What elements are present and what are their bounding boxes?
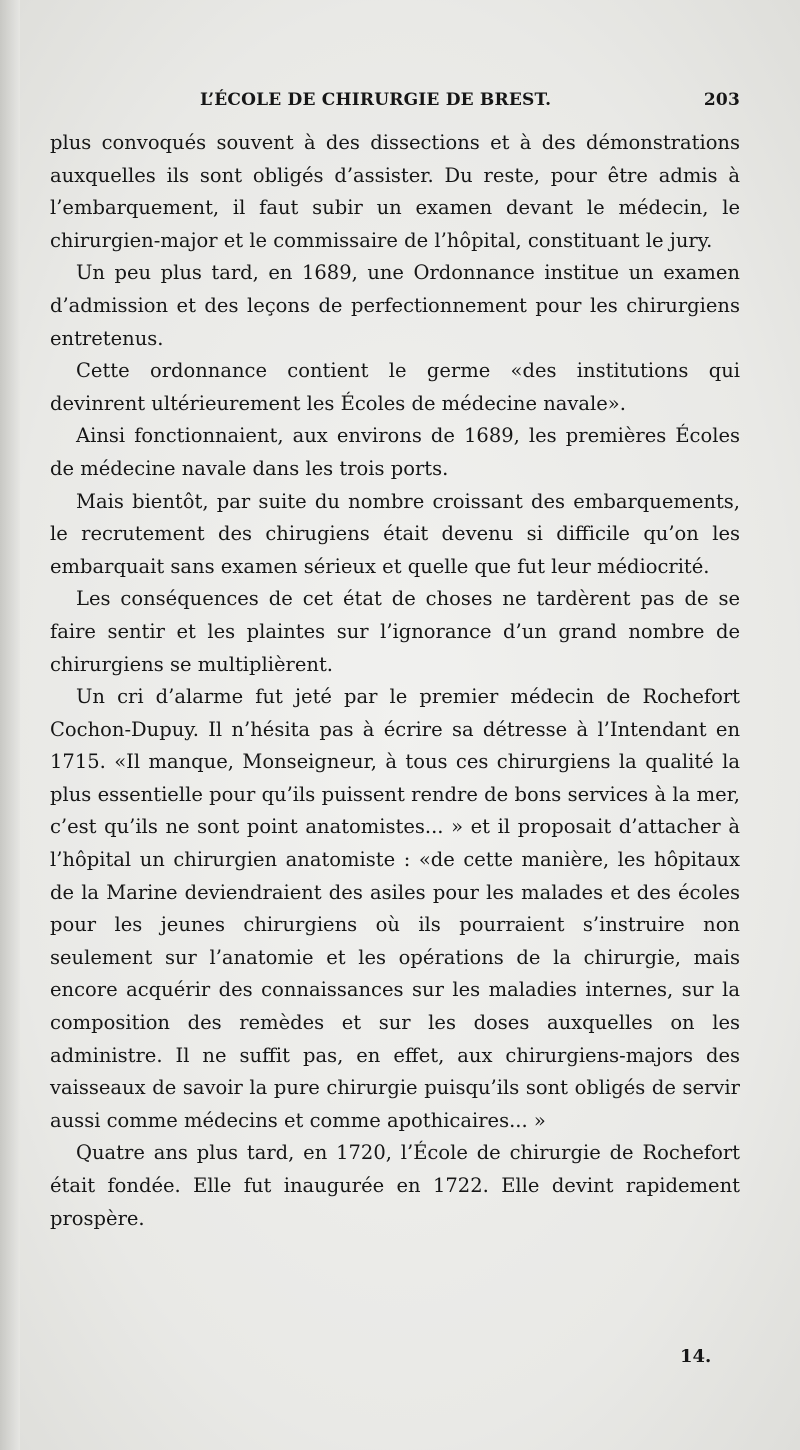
paragraph: Mais bientôt, par suite du nombre croissant des embarquements, le recrutement des chirugiens était devenu si difficile qu’on les embarquait sans examen sérieux et quelle que fut leur médiocrité. (50, 489, 740, 578)
paragraph: Cette ordonnance contient le germe «des institutions qui devinrent ultérieurement les Écoles de médecine navale». (50, 359, 740, 415)
paragraph: plus convoqués souvent à des dissections et à des démonstrations auxquelles ils sont obligés d’assister. Du reste, pour être admis à l’embarquement, il faut subir un examen devant le médecin, le chirurgien-major et le commissaire de l’hôpital, constituant le jury. (50, 131, 740, 252)
paragraph: Les conséquences de cet état de choses ne tardèrent pas de se faire sentir et les plaintes sur l’ignorance d’un grand nombre de chirurgiens se multiplièrent. (50, 587, 740, 676)
signature-mark: 14. (680, 1346, 712, 1367)
running-title: L’ÉCOLE DE CHIRURGIE DE BREST. (200, 90, 552, 110)
paragraph: Ainsi fonctionnaient, aux environs de 1689, les premières Écoles de médecine navale dans les trois ports. (50, 424, 740, 480)
body-text (50, 127, 740, 1235)
page-header (200, 90, 740, 120)
page-binding-edge (0, 0, 20, 1450)
paragraph: Un peu plus tard, en 1689, une Ordonnance institue un examen d’admission et des leçons de perfectionnement pour les chirurgiens entretenus. (50, 261, 740, 350)
paragraph: Quatre ans plus tard, en 1720, l’École de chirurgie de Rochefort était fondée. Elle fut inaugurée en 1722. Elle devint rapidement prospère. (50, 1141, 740, 1230)
paragraph: Un cri d’alarme fut jeté par le premier médecin de Rochefort Cochon-Dupuy. Il n’hésita pas à écrire sa détresse à l’Intendant en 1715. «Il manque, Monseigneur, à tous ces chirurgiens la qualité la plus essentielle pour qu’ils puissent rendre de bons services à la mer, c’est qu’ils ne sont point anatomistes... » et il proposait d’attacher à l’hôpital un chirurgien anatomiste : «de cette manière, les hôpitaux de la Marine deviendraient des asiles pour les malades et des écoles pour les jeunes chirurgiens où ils pourraient s’instruire non seulement sur l’anatomie et les opérations de la chirurgie, mais encore acquérir des connaissances sur les maladies internes, sur la composition des remèdes et sur les doses auxquelles on les administre. Il ne suffit pas, en effet, aux chirurgiens-majors des vaisseaux de savoir la pure chirurgie puisqu’ils sont obligés de servir aussi comme médecins et comme apothicaires... » (50, 685, 740, 1132)
page-number: 203 (703, 90, 740, 110)
